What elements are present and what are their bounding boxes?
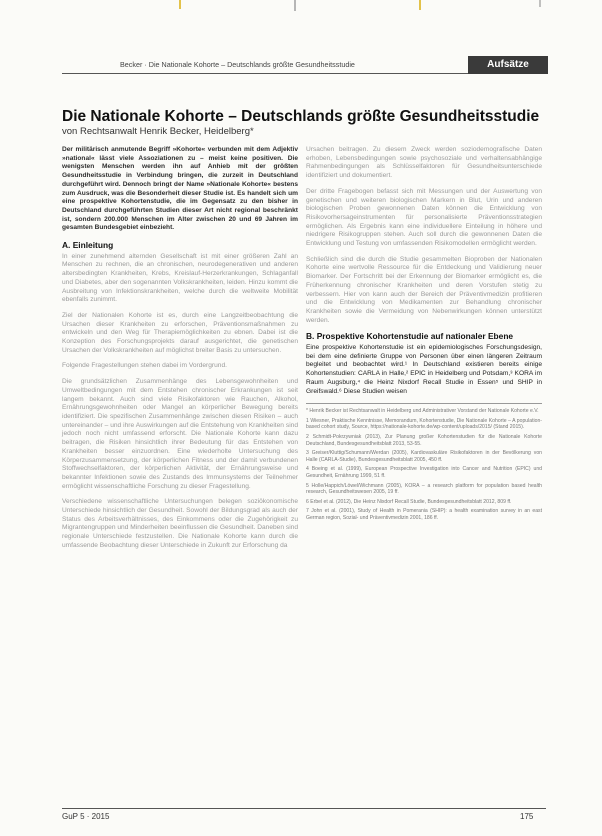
running-head: Becker · Die Nationale Kohorte – Deutschlands größte Gesundheitsstudie	[120, 60, 355, 69]
paragraph: In einer zunehmend alternden Gesellschaft ist mit einer größeren Zahl an Menschen zu rechnen, die an chronischen, neurodegenerativen und anderen altersbedingten Krankheiten, Krebs, Kreislauf-Herzerkrankungen, Schlaganfall und Diabetes, aber den sogenannten Volkskrankheiten, leiden. Hinzu kommt die Ausbreitung von Infektionskrankheiten, welche durch die weltweite Mobilität ebenfalls zunimmt.	[62, 252, 298, 304]
section-heading-b: B. Prospektive Kohortenstudie auf nationaler Ebene	[306, 331, 514, 342]
paragraph: Die grundsätzlichen Zusammenhänge des Lebensgewohnheiten und Umweltbedingungen mit dem Entstehen chronischer Erkrankungen ist seit langem bekannt. Auch sind viele Risikofaktoren wie Rauchen, Alkohol, Ernährungsgewohnheiten oder Mangel an körperlicher Bewegung bereits identifiziert. Die spezifischen Zusammenhänge zwischen diesen Risiken – auch untereinander – und ihre Auswirkungen auf die Entstehung von Krankheiten sind jedoch noch nicht umfassend erforscht. Die Nationale Kohorte kann dazu beitragen, die Risiken hinsichtlich ihrer Bedeutung für das Entstehen von Krankheiten besser einzuordnen. Eine wiederholte Untersuchung des Körperzusammensetzung, der körperlichen Fitness und der damit verbundenen Stoffwechselfaktoren, der körperlichen Aktivität, der Ernährungsweise und bekannter Infektionen sowie des Zustands des Immunsystems der Teilnehmer ermöglicht wissenschaftliche Forschung zu dieser Fragestellung.	[62, 378, 298, 490]
paragraph: Folgende Fragestellungen stehen dabei im Vordergrund.	[62, 362, 227, 370]
section-heading-a: A. Einleitung	[62, 240, 114, 251]
paragraph: Ursachen beitragen. Zu diesem Zweck werden soziodemografische Daten erhoben, Lebensbedingungen sowie psychosoziale und verhaltensabhängige Rahmenbedingungen als Schlüsselfaktoren für Gesundheitsunterschiede identifiziert und dokumentiert.	[306, 146, 542, 180]
footnote: 2 Schmidt-Pokrzywniak (2013), Zur Planung großer Kohortenstudien für die Nationale Kohorte Deutschland, Bundesgesundheitsblatt 2013, 53-55.	[306, 434, 542, 447]
footer-rule	[62, 808, 546, 809]
footnotes	[306, 403, 542, 521]
left-column	[62, 146, 298, 558]
abstract: Der militärisch anmutende Begriff »Kohorte« verbunden mit dem Adjektiv »national« lässt viele Assoziationen zu – meist keine positiven. Die wenigsten Menschen werden ihn auf Anhieb mit der größten Gesundheitsstudie in Verbindung bringen, die zurzeit in Deutschland durchgeführt wird. Dennoch bringt der Name »Nationale Kohorte« bestens zum Ausdruck, was die Besonderheit dieser Studie ist. Es handelt sich um eine prospektive Kohortenstudie, die im Gegensatz zu den bisher in Deutschland durchgeführten Studien dieser Art nicht regional beschränkt ist, sondern 200.000 Menschen im Alter zwischen 20 und 69 Jahren im gesamten Bundesgebiet einbezieht.	[62, 146, 298, 232]
section-tab: Aufsätze	[468, 56, 548, 74]
paragraph: Ziel der Nationalen Kohorte ist es, durch eine Langzeitbeobachtung die Ursachen dieser Krankheiten zu erforschen, Präventionsmaßnahmen zu entwickeln und den Weg für Therapiemöglichkeiten zu ebnen. Dabei ist die Konzeption des Forschungsprojekts darauf ausgerichtet, die genetischen Ursachen der Volkskrankheiten auf möglichst breiter Basis zu untersuchen.	[62, 311, 298, 354]
footnote: 4 Boeing et al. (1999), European Prospective Investigation into Cancer and Nutrition (EPIC) und Gesundheit, Ernährung 1999, 51 ff.	[306, 466, 542, 480]
footnote: 1 Wiesner, Praktische Kenntnisse, Memorandum, Kohortenstudie, Die Nationale Kohorte – A population-based cohort study, Source, https://nationale-kohorte.de/wp-content/uploads/2015/ (Stand 2015).	[306, 417, 542, 431]
footnote: 6 Erbel et al. (2012), Die Heinz Nixdorf Recall Studie, Bundesgesundheitsblatt 2012, 809 ff.	[306, 498, 512, 505]
footnote: * Henrik Becker ist Rechtsanwalt in Heidelberg und Administrativer Vorstand der Nationale Kohorte e.V.	[306, 408, 539, 415]
right-column	[306, 146, 542, 525]
article-title: Die Nationale Kohorte – Deutschlands größte Gesundheitsstudie	[62, 108, 540, 125]
paragraph: Eine prospektive Kohortenstudie ist ein epidemiologisches Forschungsdesign, bei dem eine definierte Gruppe von Personen über einen längeren Zeitraum begleitet und beobachtet wird.¹ In Deutschland existieren bereits einige Kohortenstudien: CARLA in Halle,² EPIC in Heidelberg und Potsdam,³ KORA im Raum Augsburg,⁴ die Heinz Nixdorf Recall Studie in Essen⁵ und SHIP in Greifswald.⁶ Diese Studien weisen	[306, 344, 542, 395]
scan-edge-marks	[0, 0, 602, 18]
footnote: 5 Holle/Happich/Löwel/Wichmann (2005), KORA – a research platform for population based health research, Gesundheitswesen 2005, 19 ff.	[306, 482, 542, 496]
footnote: 7 John et al. (2001), Study of Health in Pomerania (SHIP): a health examination survey in an east German region, Sozial- und Präventivmedizin 2001, 186 ff.	[306, 508, 542, 521]
footnote: 3 Greiser/Kluttig/Schumann/Werdan (2005), Kardiovaskuläre Risikofaktoren in der Bevölkerung von Halle (CARLA-Studie), Bundesgesundheitsblatt 2005, 450 ff.	[306, 450, 542, 463]
journal-issue: GuP 5 · 2015	[62, 812, 110, 821]
page-number: 175	[520, 812, 534, 821]
paragraph: Schließlich sind die durch die Studie gesammelten Bioproben der Nationalen Kohorte eine wertvolle Ressource für die Entdeckung und Validierung neuer Biomarker. Der Fortschritt bei der Erkennung der Biomarker ermöglicht es, die Früherkennung chronischer Krankheiten und deren Vorstufen stetig zu verbessern. Hier von kann auch der Bereich der Präventivmedizin profitieren und die Entwicklung von Medikamenten zur Behandlung chronischer Krankheiten sowie die Vermeidung von Nebenwirkungen können unterstützt werden.	[306, 255, 542, 324]
paragraph: Der dritte Fragebogen befasst sich mit Messungen und der Auswertung von genetischen und weiteren biologischen Markern in Blut, Urin und anderen biologischen Proben gewonnenen Daten können die Entwicklung von Risikovorhersageinstrumenten für personalisierte Präventionsstrategien ermöglichen. Als Ergebnis kann eine individuellere Einteilung in höhere und niedrigere Risikogruppen stehen. Auch soll durch die gewonnenen Daten die Entwicklung und Testung von umfassenden Risikomodellen ermöglicht werden.	[306, 187, 542, 248]
article-byline: von Rechtsanwalt Henrik Becker, Heidelberg*	[62, 126, 254, 137]
paragraph: Verschiedene wissenschaftliche Untersuchungen belegen soziökonomische Unterschiede hinsichtlich der Gesundheit. Sowohl der Bildungsgrad als auch der Status des Arbeitsverhältnisses, des Einkommens oder die Zugehörigkeit zu Migrantengruppen und Minderheiten beeinflussen die Gesundheit. Daneben sind regionale Unterschiede festzustellen. Die Nationale Kohorte kann durch die umfassende Beobachtung dieser Unterschiede in Zukunft zur Erforschung da	[62, 498, 298, 549]
